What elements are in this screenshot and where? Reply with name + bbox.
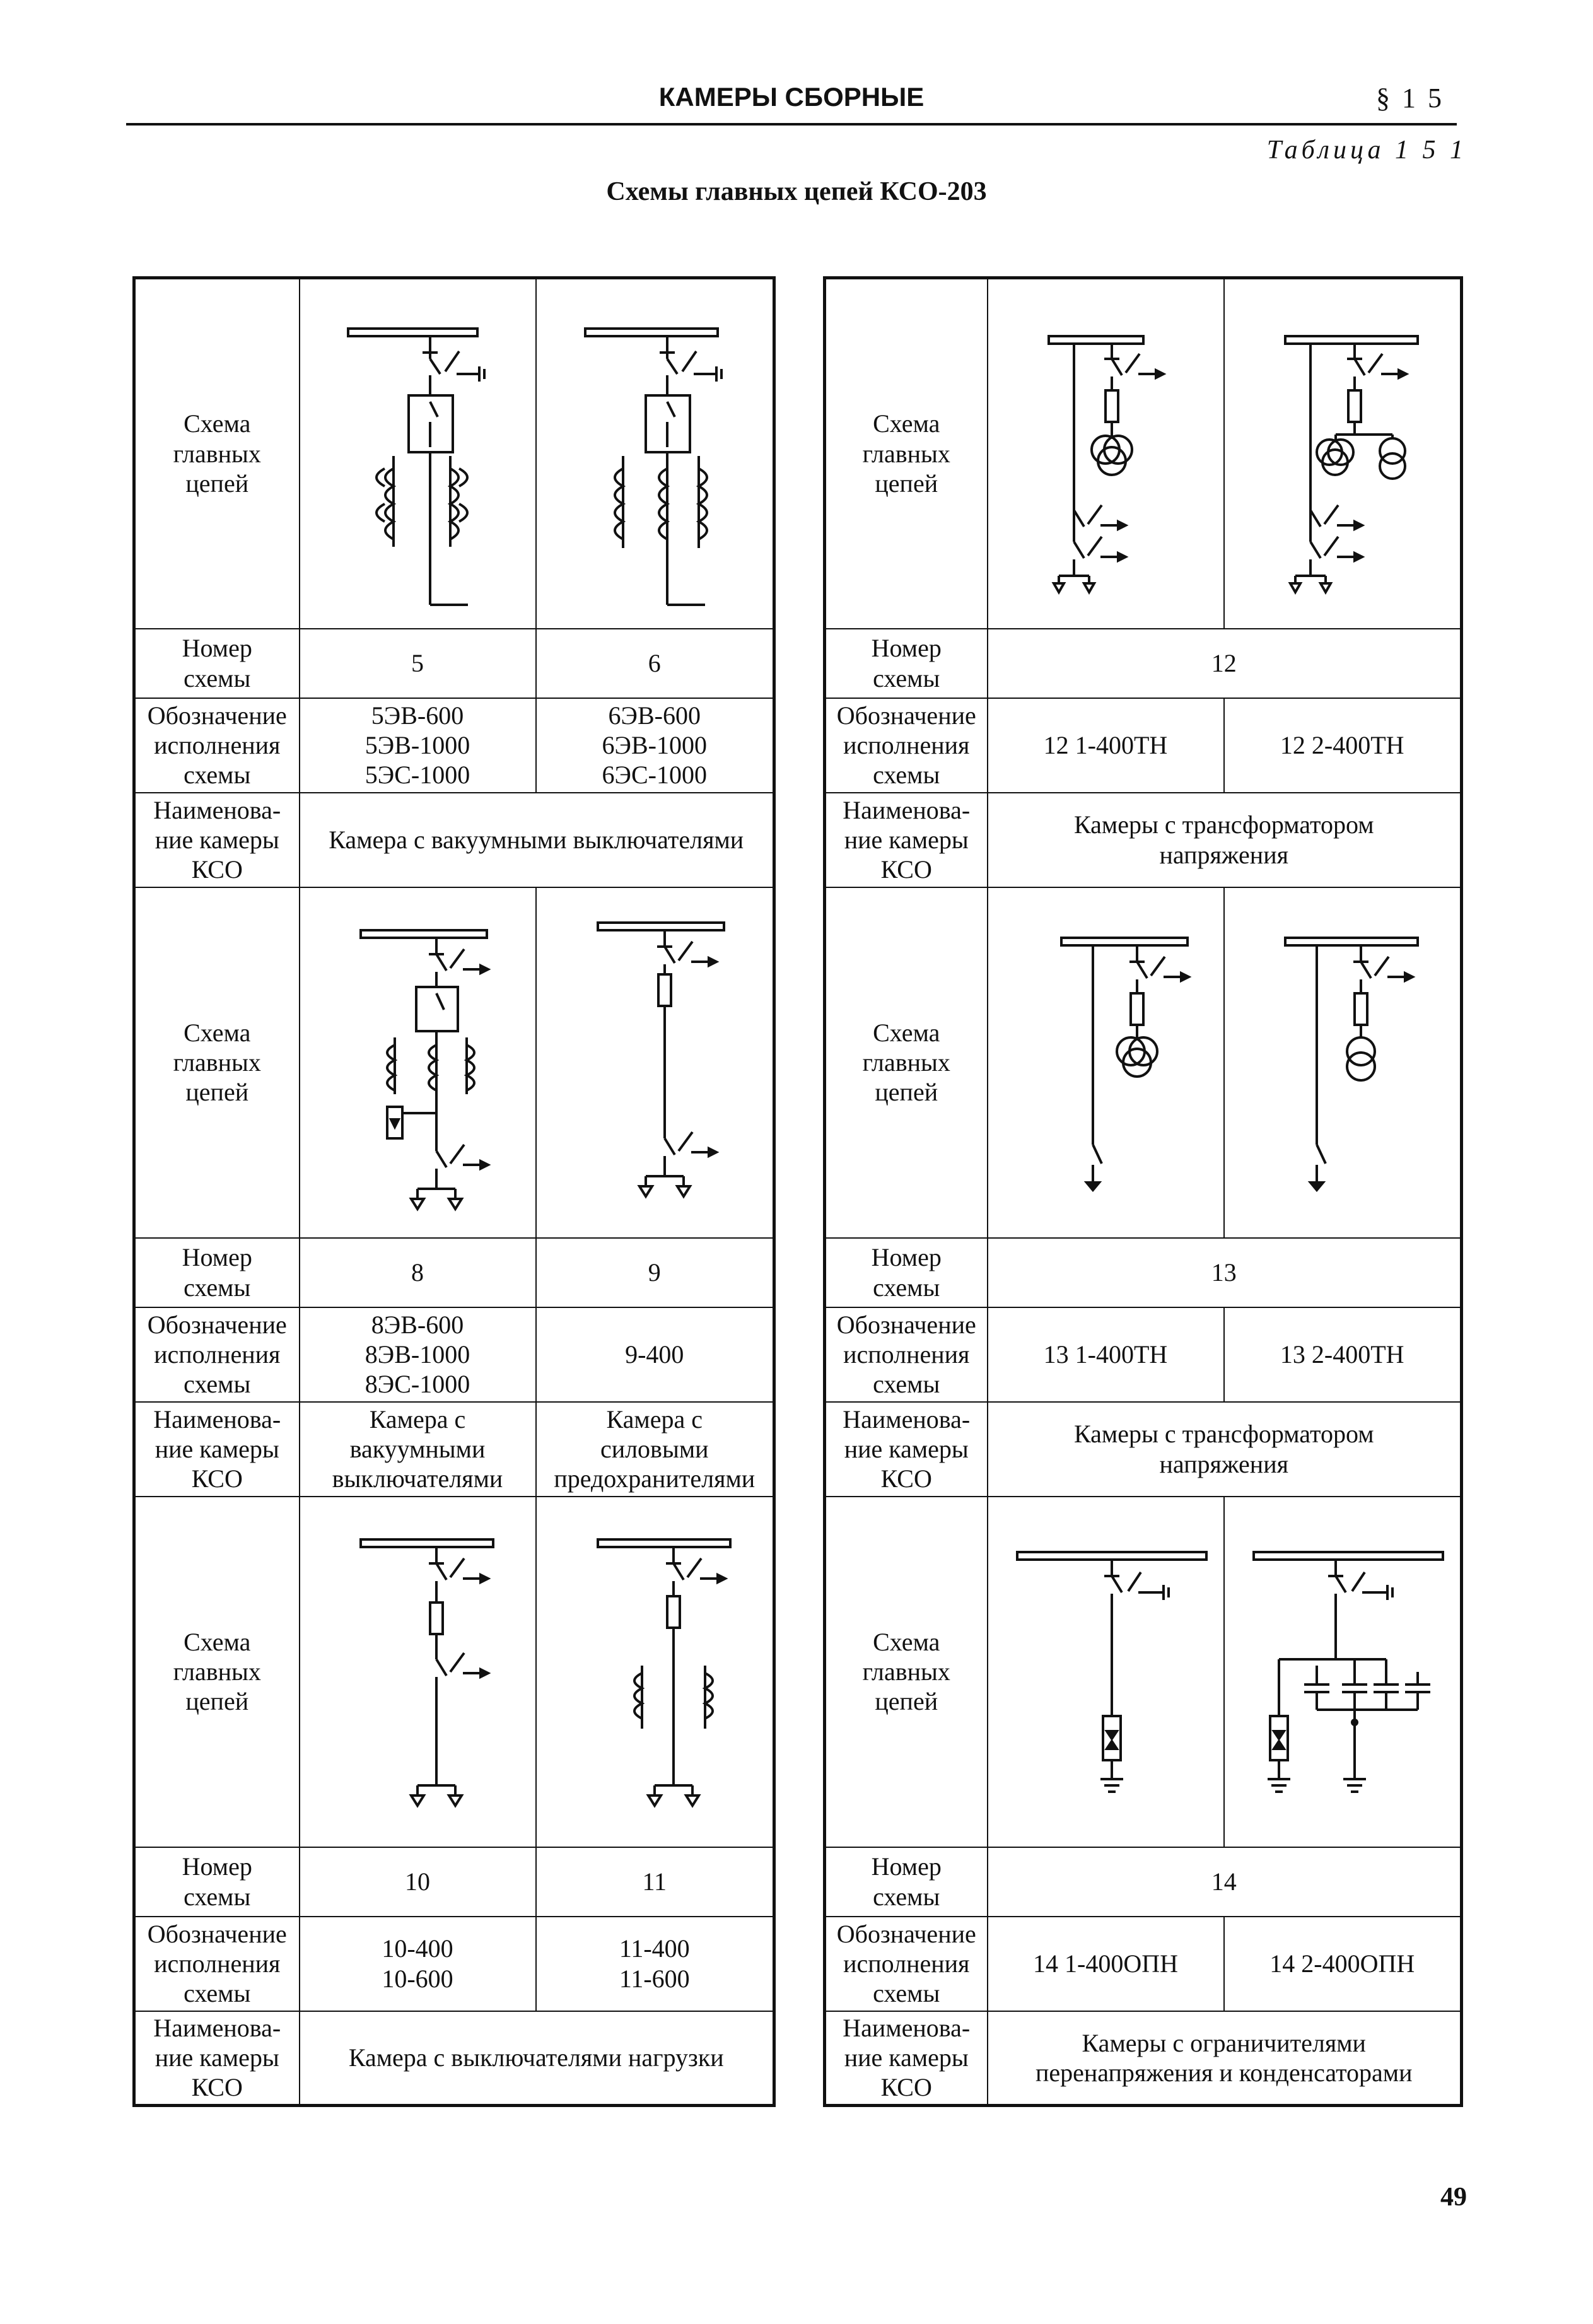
page-number: 49 — [1440, 2183, 1467, 2212]
scheme-9-diagram — [536, 887, 774, 1238]
table-number: Таблица 1 5 1 — [1266, 136, 1467, 165]
name-label: Наименова- ние камеры КСО — [134, 1402, 300, 1497]
designation-label: Обозначение исполнения схемы — [134, 698, 300, 793]
scheme-designation: 10-400 10-600 — [300, 1917, 536, 2011]
camera-name: Камера с вакуумными выключателями — [300, 793, 774, 887]
camera-name: Камеры с трансформатором напряжения — [988, 1402, 1462, 1497]
designation-label: Обозначение исполнения схемы — [825, 698, 988, 793]
scheme-number: 12 — [988, 629, 1462, 698]
right-schemes-table — [823, 276, 1463, 2107]
number-label: Номер схемы — [825, 1847, 988, 1917]
camera-name: Камера с вакуумными выключателями — [300, 1402, 536, 1497]
scheme-label: Схема главных цепей — [134, 887, 300, 1238]
scheme-designation: 14 1-400ОПН — [988, 1917, 1224, 2011]
name-label: Наименова- ние камеры КСО — [134, 793, 300, 887]
camera-name: Камеры с трансформатором напряжения — [988, 793, 1462, 887]
designation-label: Обозначение исполнения схемы — [134, 1917, 300, 2011]
table-caption: Схемы главных цепей КСО-203 — [606, 177, 987, 206]
scheme-number: 14 — [988, 1847, 1462, 1917]
scheme-designation: 9-400 — [536, 1307, 774, 1402]
scheme-6-diagram — [536, 278, 774, 629]
camera-name: Камера с силовыми предохранителями — [536, 1402, 774, 1497]
left-schemes-table — [132, 276, 776, 2107]
scheme-designation: 12 2-400ТН — [1224, 698, 1462, 793]
number-label: Номер схемы — [134, 629, 300, 698]
number-label: Номер схемы — [825, 629, 988, 698]
scheme-designation: 5ЭВ-600 5ЭВ-1000 5ЭС-1000 — [300, 698, 536, 793]
scheme-number: 5 — [300, 629, 536, 698]
scheme-designation: 11-400 11-600 — [536, 1917, 774, 2011]
scheme-designation: 12 1-400ТН — [988, 698, 1224, 793]
camera-name: Камеры с ограничителями перенапряжения и конденсаторами — [988, 2011, 1462, 2106]
scheme-designation: 14 2-400ОПН — [1224, 1917, 1462, 2011]
designation-label: Обозначение исполнения схемы — [134, 1307, 300, 1402]
number-label: Номер схемы — [134, 1847, 300, 1917]
scheme-12-2-diagram — [1224, 278, 1462, 629]
scheme-label: Схема главных цепей — [134, 278, 300, 629]
name-label: Наименова- ние камеры КСО — [825, 1402, 988, 1497]
number-label: Номер схемы — [825, 1238, 988, 1307]
scheme-10-diagram — [300, 1497, 536, 1847]
section-number: § 1 5 — [1376, 83, 1444, 114]
designation-label: Обозначение исполнения схемы — [825, 1917, 988, 2011]
scheme-number: 6 — [536, 629, 774, 698]
scheme-designation: 13 2-400ТН — [1224, 1307, 1462, 1402]
scheme-label: Схема главных цепей — [825, 1497, 988, 1847]
scheme-11-diagram — [536, 1497, 774, 1847]
scheme-13-2-diagram — [1224, 887, 1462, 1238]
scheme-number: 10 — [300, 1847, 536, 1917]
scheme-number: 11 — [536, 1847, 774, 1917]
scheme-label: Схема главных цепей — [825, 278, 988, 629]
running-title: КАМЕРЫ СБОРНЫЕ — [658, 82, 925, 112]
camera-name: Камера с выключателями нагрузки — [300, 2011, 774, 2106]
scheme-8-diagram — [300, 887, 536, 1238]
scheme-14-2-diagram — [1224, 1497, 1462, 1847]
scheme-14-1-diagram — [988, 1497, 1224, 1847]
scheme-label: Схема главных цепей — [134, 1497, 300, 1847]
name-label: Наименова- ние камеры КСО — [825, 793, 988, 887]
scheme-12-1-diagram — [988, 278, 1224, 629]
scheme-5-diagram — [300, 278, 536, 629]
scheme-number: 9 — [536, 1238, 774, 1307]
name-label: Наименова- ние камеры КСО — [825, 2011, 988, 2106]
scheme-designation: 6ЭВ-600 6ЭВ-1000 6ЭС-1000 — [536, 698, 774, 793]
designation-label: Обозначение исполнения схемы — [825, 1307, 988, 1402]
number-label: Номер схемы — [134, 1238, 300, 1307]
page-header — [126, 82, 1457, 126]
scheme-designation: 8ЭВ-600 8ЭВ-1000 8ЭС-1000 — [300, 1307, 536, 1402]
scheme-13-1-diagram — [988, 887, 1224, 1238]
scheme-number: 13 — [988, 1238, 1462, 1307]
scheme-designation: 13 1-400ТН — [988, 1307, 1224, 1402]
scheme-label: Схема главных цепей — [825, 887, 988, 1238]
scheme-number: 8 — [300, 1238, 536, 1307]
name-label: Наименова- ние камеры КСО — [134, 2011, 300, 2106]
